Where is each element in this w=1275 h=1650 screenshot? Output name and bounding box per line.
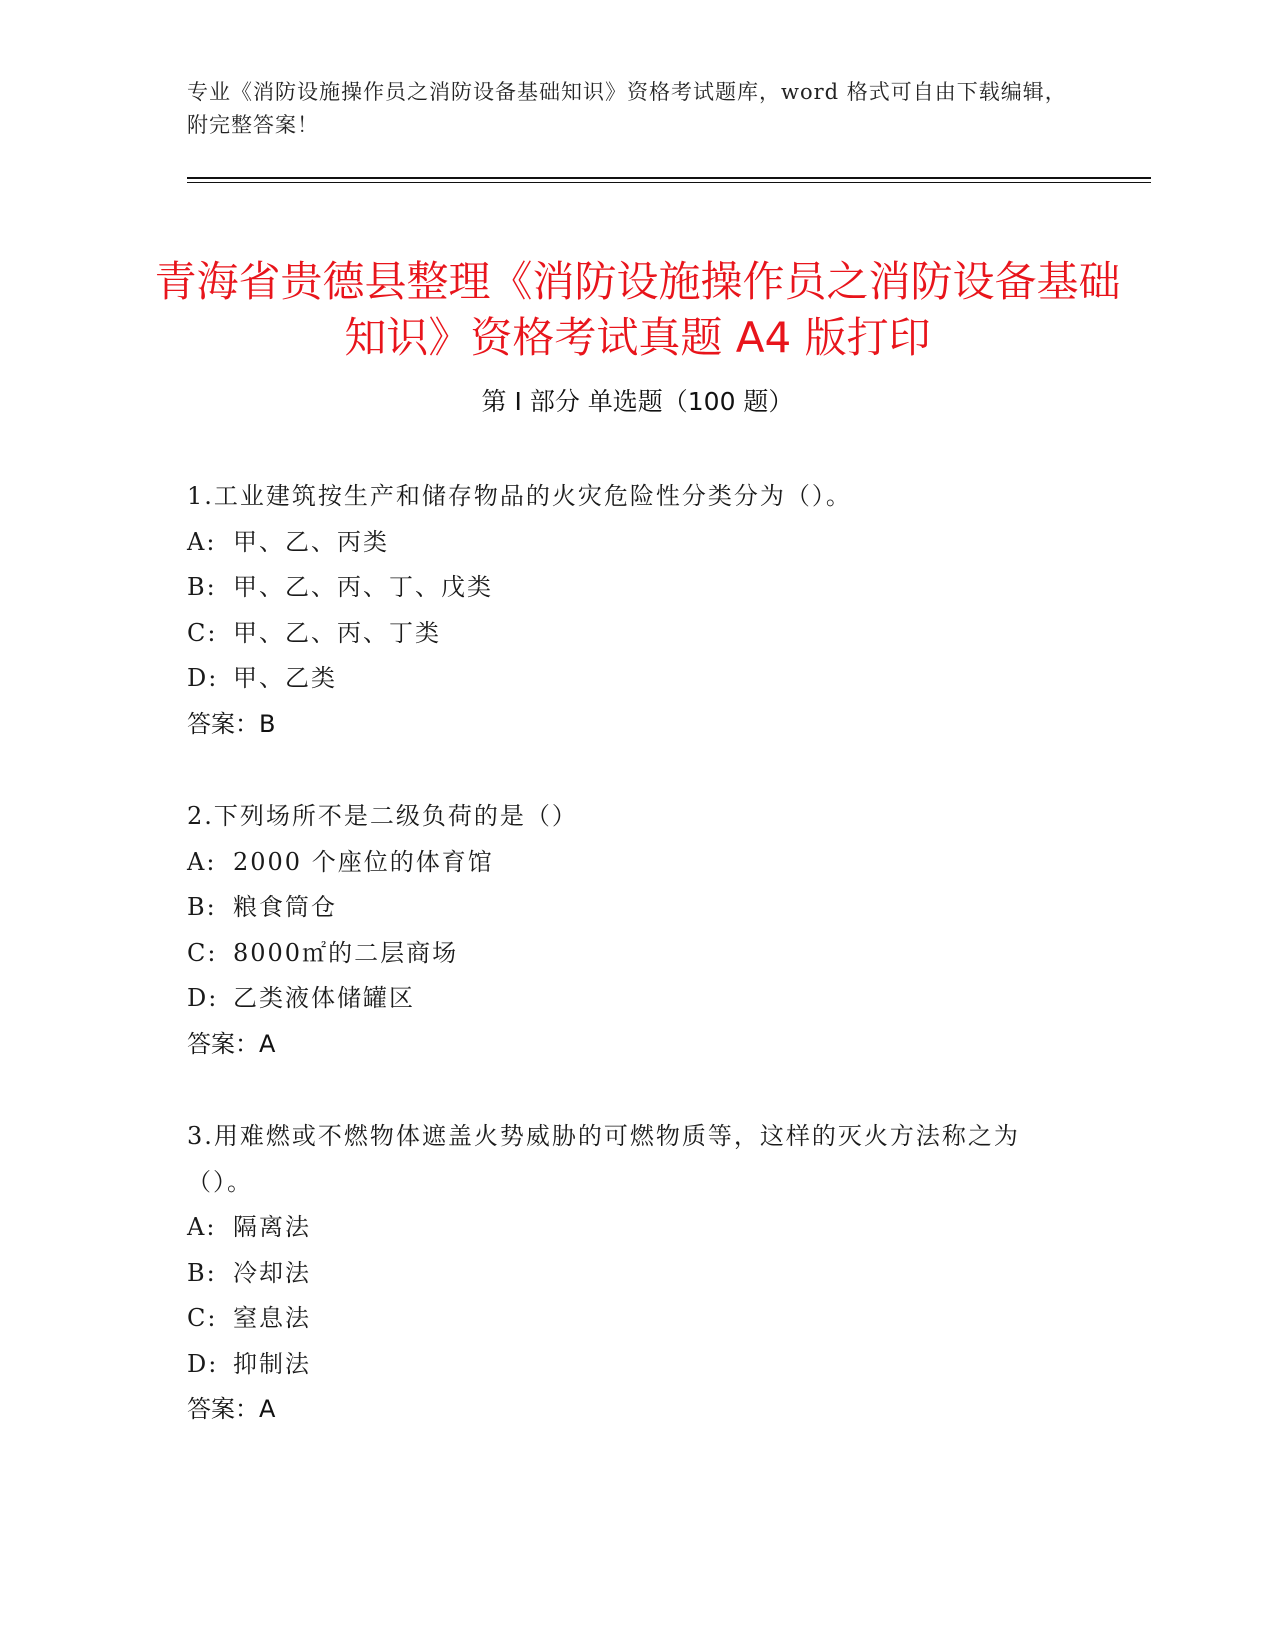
option-a (187, 1205, 1067, 1251)
option-key: D: (187, 984, 219, 1012)
answer-line (187, 1387, 1067, 1433)
question-1 (187, 474, 1067, 747)
option-text: 抑制法 (233, 1349, 311, 1378)
header-divider (187, 177, 1151, 179)
option-c (187, 611, 1067, 657)
option-key: A: (187, 1213, 217, 1241)
header-note: 专业《消防设施操作员之消防设备基础知识》资格考试题库，word 格式可自由下载编辑，附完整答案！ (187, 80, 1067, 137)
question-2 (187, 794, 1067, 1067)
document-title: 青海省贵德县整理《消防设施操作员之消防设备基础知识》资格考试真题 A4 版打印 (154, 257, 1121, 363)
answer-value: A (259, 1395, 276, 1423)
answer-value: A (259, 1029, 276, 1058)
header-divider-thin (187, 182, 1151, 183)
answer-label: 答案： (187, 1395, 259, 1423)
option-text: 窒息法 (233, 1304, 311, 1332)
option-b (187, 1251, 1067, 1297)
option-key: B: (187, 1258, 217, 1287)
option-text: 甲、乙、丙、丁类 (233, 618, 441, 647)
option-d (187, 976, 1067, 1022)
option-c (187, 931, 1067, 977)
section-heading: 第 I 部分 单选题（100 题） (481, 387, 794, 416)
answer-line (187, 702, 1067, 748)
option-key: A: (187, 847, 217, 876)
option-d (187, 656, 1067, 702)
question-stem: 1.工业建筑按生产和储存物品的火灾危险性分类分为（）。 (187, 482, 852, 510)
answer-line (187, 1022, 1067, 1068)
option-key: B: (187, 573, 217, 601)
option-c (187, 1296, 1067, 1342)
option-text: 粮食筒仓 (233, 893, 337, 921)
question-list (187, 474, 1067, 1480)
option-text: 甲、乙、丙、丁、戊类 (233, 573, 493, 601)
option-b (187, 565, 1067, 611)
option-a (187, 840, 1067, 886)
option-b (187, 885, 1067, 931)
question-stem: 3.用难燃或不燃物体遮盖火势威胁的可燃物质等，这样的灭火方法称之为（）。 (187, 1122, 1020, 1196)
option-a (187, 520, 1067, 566)
option-key: D: (187, 1349, 219, 1378)
option-text: 甲、乙、丙类 (233, 527, 389, 556)
option-text: 隔离法 (233, 1213, 311, 1241)
option-text: 冷却法 (233, 1258, 311, 1287)
answer-value: B (259, 709, 276, 738)
answer-label: 答案： (187, 1029, 259, 1058)
answer-label: 答案： (187, 709, 259, 738)
question-3 (187, 1114, 1067, 1433)
option-key: C: (187, 618, 218, 647)
option-text: 乙类液体储罐区 (233, 984, 415, 1012)
option-key: B: (187, 893, 217, 921)
option-d (187, 1342, 1067, 1388)
option-key: D: (187, 664, 219, 692)
option-key: C: (187, 938, 218, 967)
option-key: C: (187, 1304, 218, 1332)
option-text: 甲、乙类 (233, 664, 337, 692)
question-stem: 2.下列场所不是二级负荷的是（） (187, 802, 578, 830)
option-text: 2000 个座位的体育馆 (233, 847, 494, 876)
option-text: 8000㎡的二层商场 (233, 938, 459, 967)
option-key: A: (187, 527, 217, 556)
